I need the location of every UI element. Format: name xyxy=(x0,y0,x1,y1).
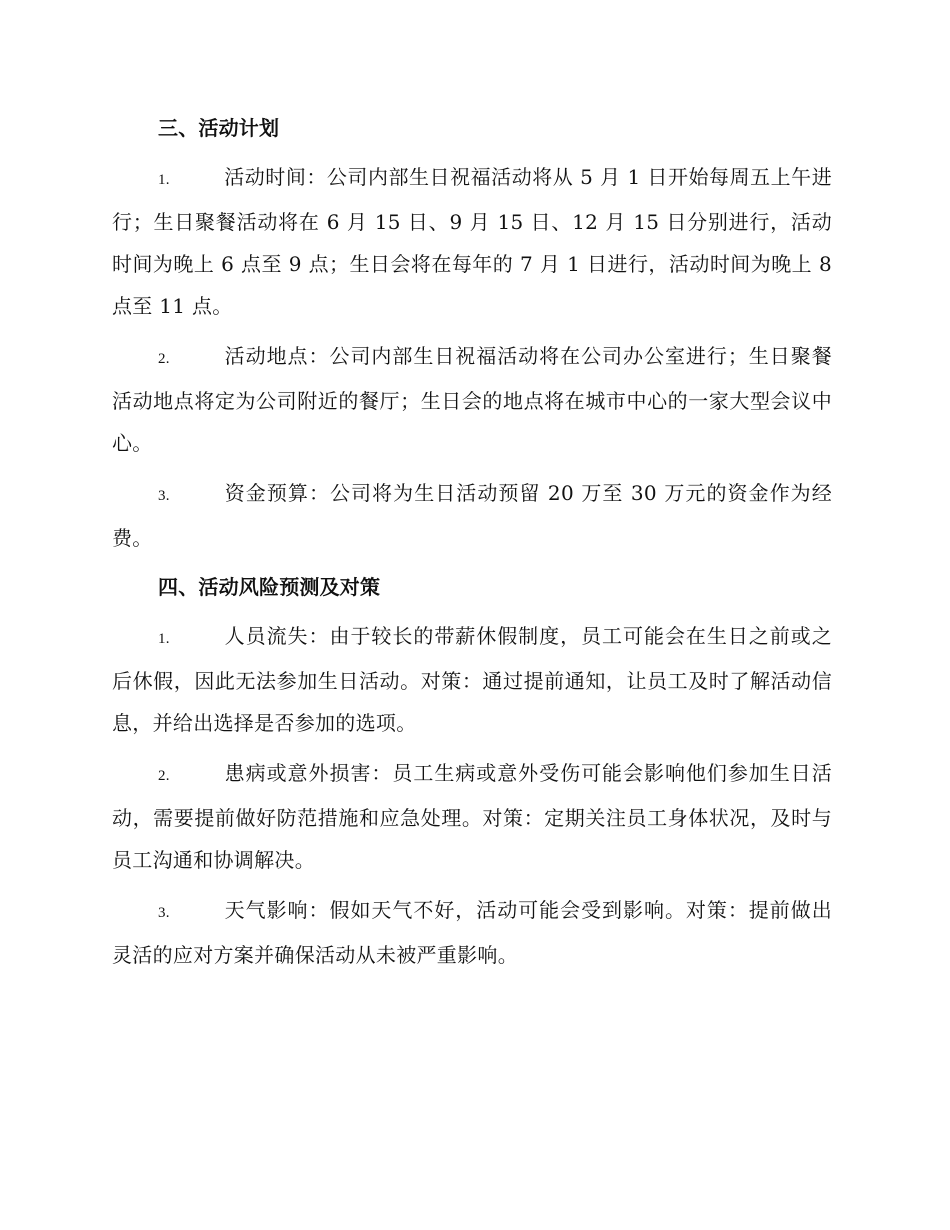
list-item-number: 1. xyxy=(158,631,170,647)
list-item-number: 3. xyxy=(158,488,170,504)
list-item-text: 人员流失：由于较长的带薪休假制度，员工可能会在生日之前或之后休假，因此无法参加生日活动。对策：通过提前通知，让员工及时了解活动信息，并给出选择是否参加的选项。 xyxy=(112,624,832,735)
list-item xyxy=(112,156,832,327)
list-item-text: 资金预算：公司将为生日活动预留 20 万至 30 万元的资金作为经费。 xyxy=(112,481,832,550)
list-item-number: 2. xyxy=(158,768,170,784)
list-item-number: 1. xyxy=(158,172,170,188)
list-item xyxy=(112,335,832,464)
list-item xyxy=(112,615,832,744)
list-item-text: 活动地点：公司内部生日祝福活动将在公司办公室进行；生日聚餐活动地点将定为公司附近的餐厅；生日会的地点将在城市中心的一家大型会议中心。 xyxy=(112,344,832,455)
list-item-text: 患病或意外损害：员工生病或意外受伤可能会影响他们参加生日活动，需要提前做好防范措施和应急处理。对策：定期关注员工身体状况，及时与员工沟通和协调解决。 xyxy=(112,761,832,872)
list-item-text: 活动时间：公司内部生日祝福活动将从 5 月 1 日开始每周五上午进行；生日聚餐活动将在 6 月 15 日、9 月 15 日、12 月 15 日分别进行，活动时间为晚上 6 点至 9 点；生日会将在每年的 7 月 1 日进行，活动时间为晚上 8 点至 11 点。 xyxy=(112,165,832,318)
list-item-number: 2. xyxy=(158,351,170,367)
section-heading-risk-forecast: 四、活动风险预测及对策 xyxy=(158,575,381,599)
list-item xyxy=(112,752,832,881)
list-item-text: 天气影响：假如天气不好，活动可能会受到影响。对策：提前做出灵活的应对方案并确保活动从未被严重影响。 xyxy=(112,898,832,967)
section-heading-activity-plan: 三、活动计划 xyxy=(158,116,280,140)
list-item xyxy=(112,889,832,976)
document-body xyxy=(112,108,832,984)
list-item xyxy=(112,472,832,559)
list-item-number: 3. xyxy=(158,905,170,921)
